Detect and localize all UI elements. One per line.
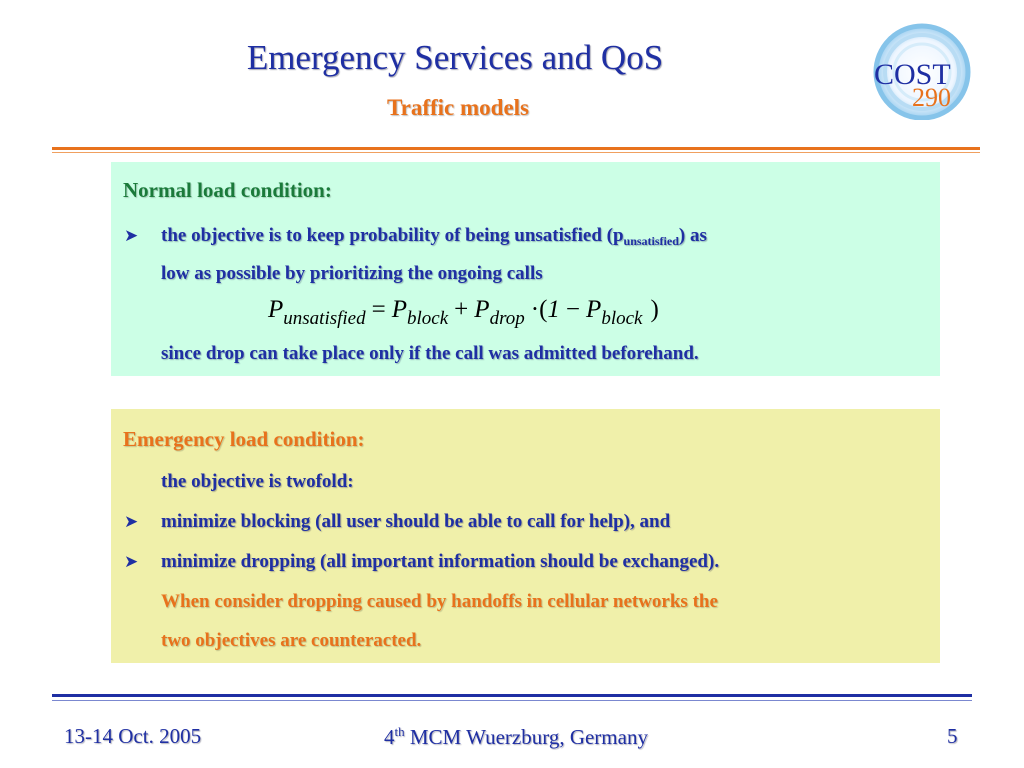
formula-p-drop: P	[474, 296, 490, 323]
arrow-bullet-icon: ➤	[124, 512, 139, 531]
formula-p-block-2-sub: block	[601, 308, 643, 329]
slide-title: Emergency Services and QoS	[246, 38, 664, 77]
footer-event	[384, 724, 648, 750]
normal-bullet-line2: low as possible by prioritizing the ongoing calls	[161, 263, 543, 284]
footer-divider-thin	[52, 700, 972, 701]
unsatisfied-probability-formula	[268, 296, 659, 330]
footer-event-superscript: th	[394, 724, 405, 739]
footer-page-number: 5	[947, 724, 958, 748]
emergency-note-line1: When consider dropping caused by handoffs in cellular networks the	[161, 591, 718, 612]
emergency-load-heading: Emergency load condition:	[123, 427, 365, 451]
logo-text-number: 290	[912, 83, 951, 112]
formula-p-block-2: P	[586, 296, 602, 323]
formula-close-paren: )	[650, 296, 659, 323]
formula-equals: =	[371, 296, 386, 323]
formula-p-block-sub: block	[407, 308, 449, 329]
footer-divider	[52, 694, 972, 697]
normal-note: since drop can take place only if the call was admitted beforehand.	[161, 343, 699, 364]
arrow-bullet-icon: ➤	[124, 226, 139, 245]
formula-plus: +	[454, 296, 469, 323]
formula-p-block: P	[391, 296, 408, 323]
header-divider-thin	[52, 152, 980, 153]
normal-bullet-line1	[161, 225, 707, 249]
footer-date: 13-14 Oct. 2005	[64, 724, 202, 748]
cost-logo	[868, 20, 976, 120]
normal-bullet-text-a: the objective is to keep probability of being unsatisfied (p	[161, 225, 624, 246]
formula-p-drop-sub: drop	[489, 308, 525, 329]
formula-lhs-sub: unsatisfied	[283, 308, 366, 329]
arrow-bullet-icon: ➤	[124, 552, 139, 571]
emergency-bullet-2: minimize dropping (all important information should be exchanged).	[161, 551, 720, 572]
footer-event-text: MCM Wuerzburg, Germany	[404, 725, 648, 749]
formula-lhs: P	[268, 296, 284, 323]
formula-minus: −	[565, 296, 581, 323]
normal-load-heading: Normal load condition:	[123, 178, 332, 202]
normal-bullet-text-b: ) as	[678, 225, 707, 246]
slide-subtitle: Traffic models	[386, 95, 529, 120]
p-unsatisfied-subscript: unsatisfied	[623, 234, 679, 248]
header-divider	[52, 147, 980, 150]
formula-dot-paren: ·(	[530, 296, 548, 323]
emergency-note-line2: two objectives are counteracted.	[161, 630, 422, 651]
emergency-intro: the objective is twofold:	[161, 471, 354, 492]
emergency-bullet-1: minimize blocking (all user should be able to call for help), and	[161, 511, 671, 532]
footer-event-number: 4	[384, 725, 395, 749]
formula-one: 1	[547, 296, 560, 323]
logo-text-cost: COST	[874, 58, 951, 91]
